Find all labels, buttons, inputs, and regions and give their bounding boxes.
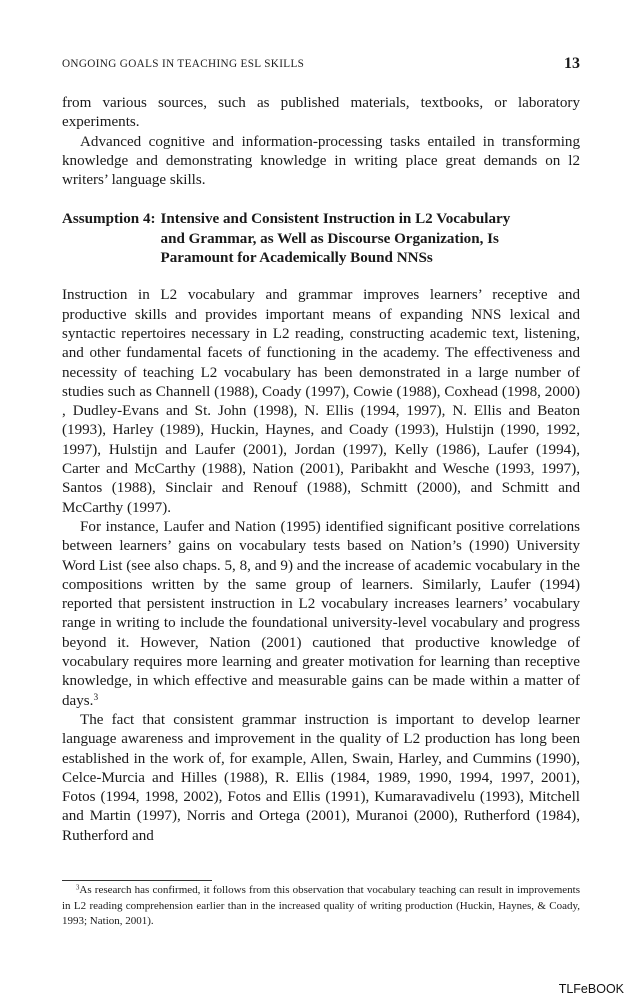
footnote-divider [62,880,212,881]
footnote-reference: 3 [93,692,99,703]
paragraph-continued: from various sources, such as published materials, textbooks, or laboratory experiments. [62,95,580,131]
section-heading-line: Intensive and Consistent Instruction in L2 Vocabulary [160,211,511,228]
running-title: ONGOING GOALS IN TEACHING ESL SKILLS [62,58,305,70]
paragraph [62,518,580,711]
footnote-text: As research has confirmed, it follows from this observation that vocabulary teaching can result in improvements in L2 reading comprehension earlier than in the increased quality of writing production (Huckin, Haynes, & Coady, 1993; Nation, 2001). [62,884,580,928]
paragraph: Instruction in L2 vocabulary and grammar improves learners’ receptive and productive skills and provides important means of expanding NNS lexical and syntactic repertoires necessary in L2 reading, constructing academic text, listening, and other fundamental facets of functioning in the academy. The effectiveness and necessity of teaching L2 vocabulary has been demonstrated in a large number of studies such as Channell (1988), Coady (1997), Cowie (1988), Coxhead (1998, 2000) , Dudley-Evans and St. John (1998), N. Ellis (1994, 1997), N. Ellis and Beaton (1993), Harley (1989), Huckin, Haynes, and Coady (1993), Hulstijn (1990, 1992, 1997), Hulstijn and Laufer (2001), Jordan (1997), Kelly (1986), Laufer (1994), Carter and McCarthy (1988), Nation (2001), Paribakht and Wesche (1993, 1997), Santos (1988), Sinclair and Renouf (1988), Schmitt (2000), and Schmitt and McCarthy (1997). [62,287,580,516]
running-header [62,56,580,76]
paragraph: The fact that consistent grammar instruction is important to develop learner language awareness and improvement in the quality of L2 production has long been established in the work of, for example, Allen, Swain, Harley, and Cummins (1990), Celce-Murcia and Hilles (1988), R. Ellis (1984, 1989, 1990, 1994, 1997, 2001), Fotos (1994, 1998, 2002), Fotos and Ellis (1991), Kumaravadivelu (1993), Mitchell and Martin (1997), Norris and Ortega (2001), Muranoi (2000), Rutherford (1984), Rutherford and [62,711,580,844]
section-heading-line: Paramount for Academically Bound NNSs [160,250,433,267]
paragraph: Advanced cognitive and information-processing tasks entailed in transforming knowledge and demonstrating knowledge in writing place great demands on l2 writers’ language skills. [62,133,580,189]
section-heading [62,210,580,268]
section-heading-title [156,210,580,268]
section-heading-label: Assumption 4: [62,211,156,228]
body-text [62,94,580,846]
paragraph-text: For instance, Laufer and Nation (1995) identified significant positive correlations between learners’ gains on vocabulary tests based on Nation’s (1990) University Word List (see also chaps. 5, 8, and 9) and the increase of academic vocabulary in the compositions written by the same group of learners. Similarly, Laufer (1994) reported that persistent instruction in L2 vocabulary increases learners’ vocabulary range in writing to include the foundational university-level vocabulary and progress beyond it. However, Nation (2001) cautioned that productive knowledge of vocabulary requires more learning and greater motivation for learning than receptive knowledge, in which effective and measurable gains can be made within a matter of days. [62,518,580,709]
page-number: 13 [564,55,580,72]
footnote-marker: 3 [76,884,80,892]
watermark: TLFeBOOK [558,982,624,996]
section-heading-line: and Grammar, as Well as Discourse Organization, Is [160,230,499,247]
footnote [62,883,580,930]
